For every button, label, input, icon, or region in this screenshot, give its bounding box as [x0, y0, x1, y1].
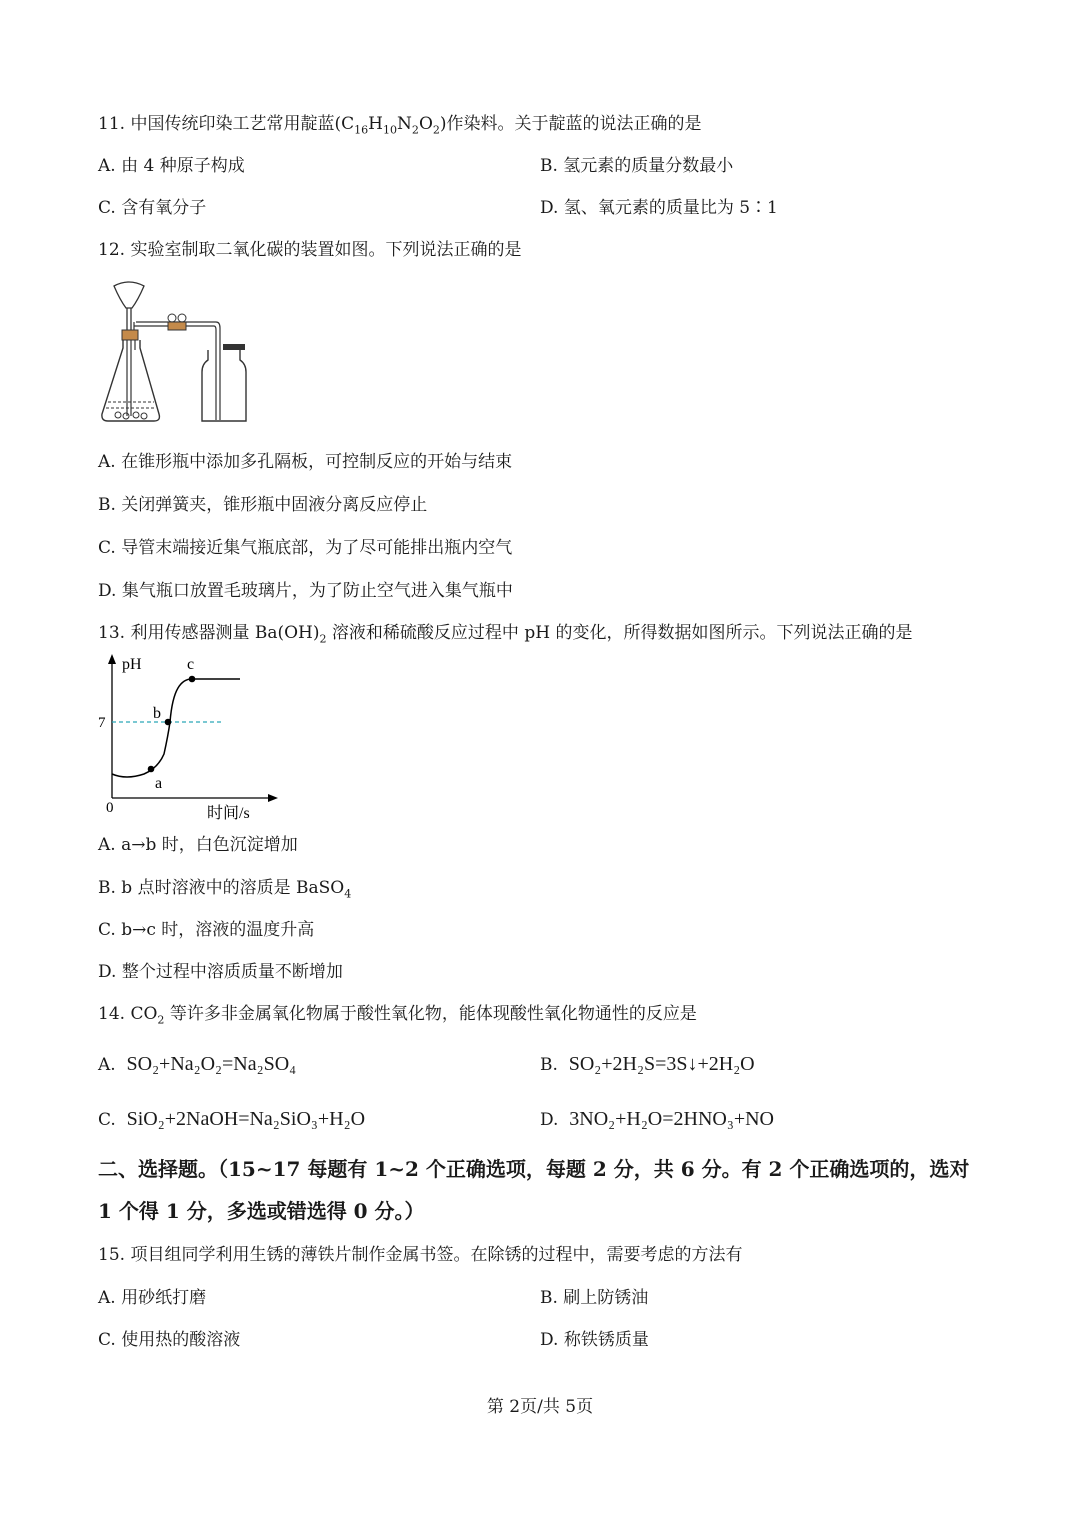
x-axis-label: 时间/s [207, 805, 250, 822]
q14-option-a: A. SO₂+Na₂O₂=Na₂SO₄ [98, 1053, 297, 1075]
section2-heading-line1: 二、选择题。（15~17 每题有 1~2 个正确选项，每题 2 分，共 6 分。有 2 个正确选项的，选对 [98, 1157, 970, 1181]
q11-option-d: D. 氢、氧元素的质量比为 5∶1 [540, 198, 778, 218]
q13-option-a: A. a→b 时，白色沉淀增加 [98, 835, 298, 855]
y-axis-label: pH [122, 656, 142, 673]
q12-option-a: A. 在锥形瓶中添加多孔隔板，可控制反应的开始与结束 [98, 452, 513, 472]
q15-option-d: D. 称铁锈质量 [540, 1330, 649, 1350]
q15-option-b: B. 刷上防锈油 [540, 1288, 649, 1308]
q11-option-b: B. 氢元素的质量分数最小 [540, 156, 734, 176]
point-a-label: a [155, 775, 163, 792]
section2-heading-line2: 1 个得 1 分，多选或错选得 0 分。） [98, 1199, 425, 1223]
point-a [148, 766, 155, 773]
point-c-label: c [187, 656, 195, 673]
q15-option-a: A. 用砂纸打磨 [98, 1288, 207, 1308]
q11-option-c: C. 含有氧分子 [98, 198, 207, 218]
q14-option-c: C. SiO₂+2NaOH=Na₂SiO₃+H₂O [98, 1108, 366, 1130]
q11-stem: 11. 中国传统印染工艺常用靛蓝$(C_{16}H_{10}N_2O_2)$作染料。关于靛蓝的说法正确的是 [98, 114, 702, 137]
q12-option-b: B. 关闭弹簧夹，锥形瓶中固液分离反应停止 [98, 495, 428, 515]
point-b-label: b [153, 705, 161, 722]
q15-stem: 15. 项目组同学利用生锈的薄铁片制作金属书签。在除锈的过程中，需要考虑的方法有 [98, 1245, 743, 1265]
q11-option-a: A. 由 4 种原子构成 [98, 156, 245, 176]
point-b [165, 719, 172, 726]
q14-option-b: B. SO₂+2H₂S=3S↓+2H₂O [540, 1053, 755, 1075]
ph-curve [112, 679, 240, 777]
co2-apparatus-diagram [96, 278, 256, 428]
point-c [189, 676, 196, 683]
ph-graph [92, 650, 282, 826]
q12-option-d: D. 集气瓶口放置毛玻璃片，为了防止空气进入集气瓶中 [98, 581, 513, 601]
q12-option-c: C. 导管末端接近集气瓶底部，为了尽可能排出瓶内空气 [98, 538, 513, 558]
q14-stem: 14. $CO_2$ 等许多非金属氧化物属于酸性氧化物，能体现酸性氧化物通性的反应是 [98, 1004, 697, 1027]
q13-option-b: B. b 点时溶液中的溶质是 BaSO$_4$ [98, 878, 352, 901]
q14-option-d: D. 3NO₂+H₂O=2HNO₃+NO [540, 1108, 774, 1130]
q13-stem: 13. 利用传感器测量 $Ba(OH)_2$ 溶液和稀硫酸反应过程中 pH 的变化，所得数据如图所示。下列说法正确的是 [98, 623, 913, 646]
q15-option-c: C. 使用热的酸溶液 [98, 1330, 241, 1350]
q13-option-d: D. 整个过程中溶质质量不断增加 [98, 962, 343, 982]
q13-option-c: C. b→c 时，溶液的温度升高 [98, 920, 315, 940]
y-tick-7: 7 [98, 715, 106, 731]
q12-stem: 12. 实验室制取二氧化碳的装置如图。下列说法正确的是 [98, 240, 522, 260]
origin-label: 0 [106, 800, 114, 816]
page-footer: 第 2页/共 5页 [486, 1397, 594, 1417]
